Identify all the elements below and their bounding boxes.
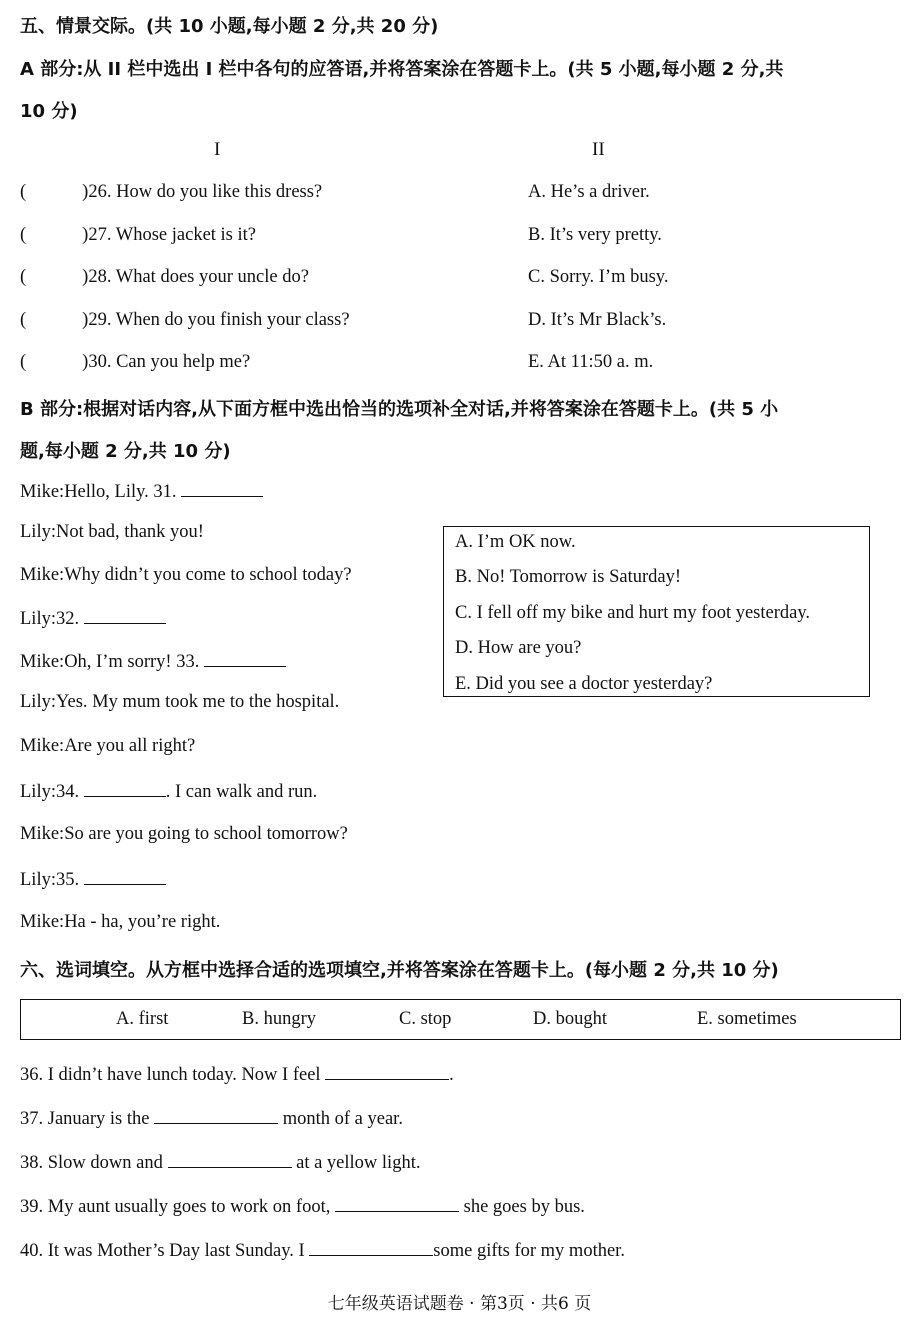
answer-paren-open: ( bbox=[20, 182, 27, 202]
partB-instruction-cont: 题,每小题 2 分,共 10 分) bbox=[20, 441, 231, 462]
option-item: D. How are you? bbox=[455, 638, 582, 658]
dialogue-text-after: . I can walk and run. bbox=[165, 782, 318, 802]
dialogue-text: Lily:32. bbox=[20, 609, 84, 629]
word-bank-box bbox=[20, 999, 901, 1040]
answer-paren-close: ) bbox=[82, 182, 89, 202]
option-item: B. No! Tomorrow is Saturday! bbox=[455, 567, 681, 587]
question-text-after: some gifts for my mother. bbox=[433, 1241, 625, 1261]
answer-blank bbox=[335, 1195, 459, 1212]
partA-instruction: A 部分:从 II 栏中选出 I 栏中各句的应答语,并将答案涂在答题卡上。(共 5 小题,每小题 2 分,共 bbox=[20, 59, 784, 80]
answer-blank bbox=[309, 1239, 433, 1256]
dialogue-text: Lily:35. bbox=[20, 870, 84, 890]
answer-blank bbox=[84, 607, 166, 624]
dialogue-line: Lily:Yes. My mum took me to the hospital. bbox=[20, 692, 340, 712]
answer-paren-close: ) bbox=[82, 225, 89, 245]
section5-title: 五、情景交际。(共 10 小题,每小题 2 分,共 20 分) bbox=[20, 16, 439, 37]
option-item: C. I fell off my bike and hurt my foot yesterday. bbox=[455, 603, 811, 623]
question-text: 39. My aunt usually goes to work on foot, bbox=[20, 1197, 335, 1217]
answer-paren-close: ) bbox=[82, 310, 89, 330]
fill-question bbox=[20, 1063, 454, 1086]
column-i-header: I bbox=[214, 139, 221, 160]
dialogue-text: Lily:34. bbox=[20, 782, 84, 802]
dialogue-text: Mike:Oh, I’m sorry! 33. bbox=[20, 652, 204, 672]
fill-question bbox=[20, 1107, 403, 1130]
question-text-after: month of a year. bbox=[278, 1109, 403, 1129]
answer-paren-open: ( bbox=[20, 267, 27, 287]
question-text: 27. Whose jacket is it? bbox=[88, 225, 256, 245]
answer-blank bbox=[168, 1151, 292, 1168]
dialogue-line bbox=[20, 780, 317, 803]
question-text: 40. It was Mother’s Day last Sunday. I bbox=[20, 1241, 310, 1261]
answer-blank bbox=[154, 1107, 278, 1124]
page-footer: 七年级英语试题卷 · 第3页 · 共6 页 bbox=[327, 1294, 592, 1314]
dialogue-text: Mike:Hello, Lily. 31. bbox=[20, 482, 182, 502]
word-option: D. bought bbox=[533, 1009, 607, 1029]
dialogue-line bbox=[20, 868, 166, 891]
dialogue-line bbox=[20, 480, 263, 503]
answer-paren-open: ( bbox=[20, 225, 27, 245]
answer-blank bbox=[84, 780, 166, 797]
fill-question bbox=[20, 1239, 625, 1262]
answer-paren-open: ( bbox=[20, 310, 27, 330]
column-ii-header: II bbox=[592, 139, 605, 160]
fill-question bbox=[20, 1151, 420, 1174]
partA-instruction-cont: 10 分) bbox=[20, 101, 78, 122]
matching-row bbox=[20, 182, 322, 203]
question-text-after: at a yellow light. bbox=[291, 1153, 421, 1173]
question-text: 28. What does your uncle do? bbox=[88, 267, 309, 287]
response-option: B. It’s very pretty. bbox=[528, 225, 662, 245]
answer-paren-open: ( bbox=[20, 352, 27, 372]
response-option: E. At 11:50 a. m. bbox=[528, 352, 654, 372]
response-option: A. He’s a driver. bbox=[528, 182, 650, 202]
question-text: 37. January is the bbox=[20, 1109, 155, 1129]
response-option: D. It’s Mr Black’s. bbox=[528, 310, 667, 330]
question-text-after: . bbox=[449, 1065, 454, 1085]
question-text: 36. I didn’t have lunch today. Now I feel bbox=[20, 1065, 326, 1085]
dialogue-line: Lily:Not bad, thank you! bbox=[20, 522, 204, 542]
matching-row bbox=[20, 310, 350, 331]
section6-title: 六、选词填空。从方框中选择合适的选项填空,并将答案涂在答题卡上。(每小题 2 分,共 10 分) bbox=[20, 960, 779, 981]
word-option: C. stop bbox=[399, 1009, 452, 1029]
matching-row bbox=[20, 352, 250, 373]
question-text: 30. Can you help me? bbox=[88, 352, 251, 372]
question-text: 26. How do you like this dress? bbox=[88, 182, 323, 202]
option-item: A. I’m OK now. bbox=[455, 532, 576, 552]
answer-blank bbox=[325, 1063, 449, 1080]
response-option: C. Sorry. I’m busy. bbox=[528, 267, 669, 287]
partB-instruction: B 部分:根据对话内容,从下面方框中选出恰当的选项补全对话,并将答案涂在答题卡上。(共 5 小 bbox=[20, 399, 779, 420]
word-option: B. hungry bbox=[242, 1009, 316, 1029]
option-item: E. Did you see a doctor yesterday? bbox=[455, 674, 713, 694]
answer-blank bbox=[204, 650, 286, 667]
question-text-after: she goes by bus. bbox=[459, 1197, 585, 1217]
answer-paren-close: ) bbox=[82, 267, 89, 287]
answer-blank bbox=[181, 480, 263, 497]
dialogue-line bbox=[20, 607, 166, 630]
matching-row bbox=[20, 267, 309, 288]
answer-blank bbox=[84, 868, 166, 885]
word-option: A. first bbox=[116, 1009, 169, 1029]
question-text: 38. Slow down and bbox=[20, 1153, 168, 1173]
matching-row bbox=[20, 225, 256, 246]
question-text: 29. When do you finish your class? bbox=[88, 310, 350, 330]
dialogue-line bbox=[20, 650, 286, 673]
fill-question bbox=[20, 1195, 585, 1218]
answer-paren-close: ) bbox=[82, 352, 89, 372]
dialogue-line: Mike:So are you going to school tomorrow? bbox=[20, 824, 348, 844]
dialogue-line: Mike:Why didn’t you come to school today? bbox=[20, 565, 352, 585]
options-box bbox=[443, 526, 870, 697]
dialogue-line: Mike:Ha - ha, you’re right. bbox=[20, 912, 221, 932]
dialogue-line: Mike:Are you all right? bbox=[20, 736, 196, 756]
word-option: E. sometimes bbox=[697, 1009, 797, 1029]
